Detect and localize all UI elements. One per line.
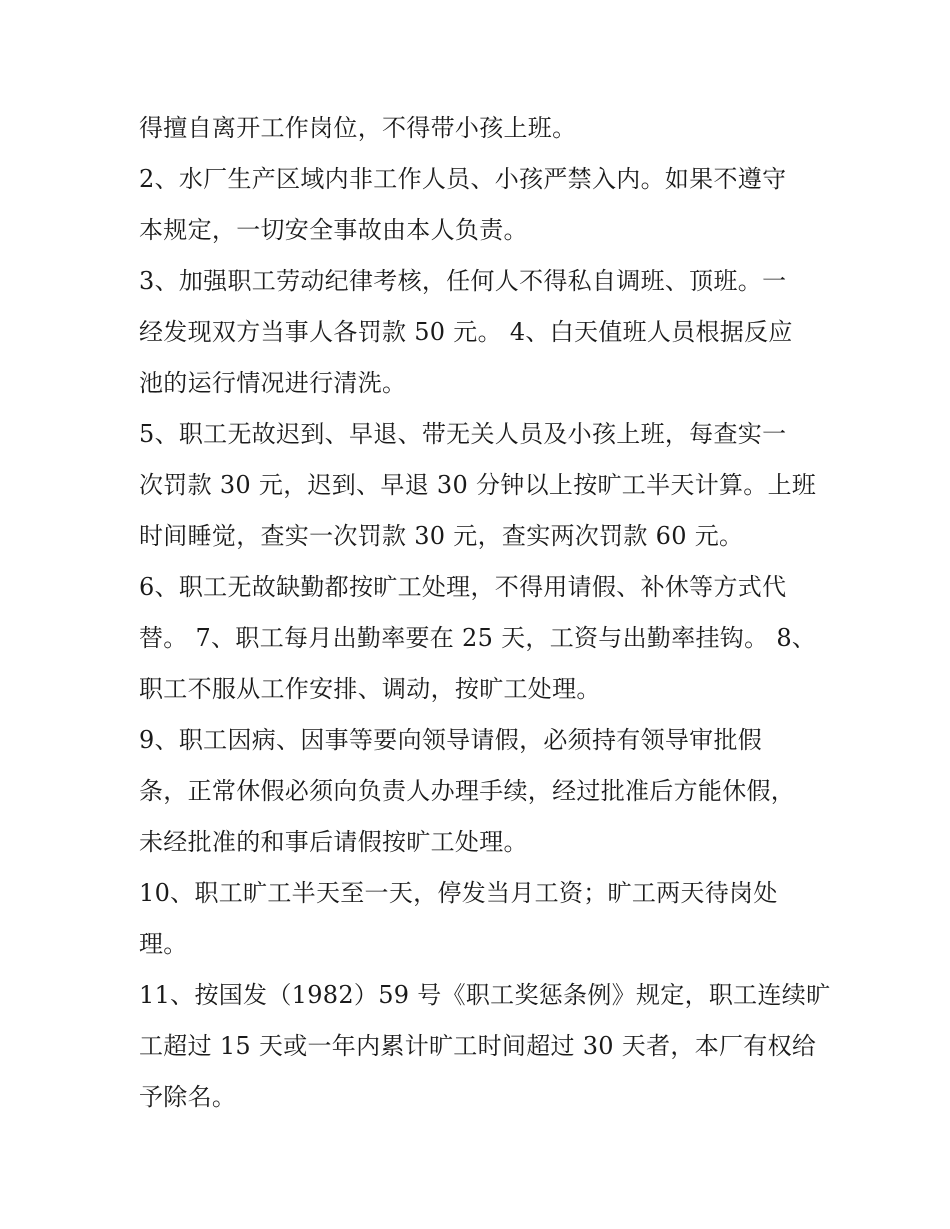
text-line: 11、按国发（1982）59 号《职工奖惩条例》规定，职工连续旷 bbox=[139, 981, 831, 1009]
text-line: 池的运行情况进行清洗。 bbox=[139, 369, 407, 397]
text-line: 次罚款 30 元，迟到、早退 30 分钟以上按旷工半天计算。上班 bbox=[139, 471, 817, 499]
text-line: 职工不服从工作安排、调动，按旷工处理。 bbox=[139, 675, 601, 703]
text-line: 6、职工无故缺勤都按旷工处理，不得用请假、补休等方式代 bbox=[139, 573, 787, 601]
text-line: 条，正常休假必须向负责人办理手续，经过批准后方能休假， bbox=[139, 777, 796, 805]
text-line: 得擅自离开工作岗位，不得带小孩上班。 bbox=[139, 114, 577, 142]
document-body bbox=[139, 103, 831, 1123]
text-line: 未经批准的和事后请假按旷工处理。 bbox=[139, 828, 528, 856]
text-line: 本规定，一切安全事故由本人负责。 bbox=[139, 216, 528, 244]
text-line: 时间睡觉，查实一次罚款 30 元，查实两次罚款 60 元。 bbox=[139, 522, 744, 550]
text-line: 理。 bbox=[139, 930, 188, 958]
text-line: 经发现双方当事人各罚款 50 元。 4、白天值班人员根据反应 bbox=[139, 318, 793, 346]
text-line: 10、职工旷工半天至一天，停发当月工资；旷工两天待岗处 bbox=[139, 879, 778, 907]
text-line: 9、职工因病、因事等要向领导请假，必须持有领导审批假 bbox=[139, 726, 763, 754]
text-line: 2、水厂生产区域内非工作人员、小孩严禁入内。如果不遵守 bbox=[139, 165, 787, 193]
text-line: 5、职工无故迟到、早退、带无关人员及小孩上班，每查实一 bbox=[139, 420, 787, 448]
text-line: 予除名。 bbox=[139, 1083, 237, 1111]
text-line: 工超过 15 天或一年内累计旷工时间超过 30 天者，本厂有权给 bbox=[139, 1032, 817, 1060]
text-line: 3、加强职工劳动纪律考核，任何人不得私自调班、顶班。一 bbox=[139, 267, 787, 295]
text-line: 替。 7、职工每月出勤率要在 25 天，工资与出勤率挂钩。 8、 bbox=[139, 624, 817, 652]
